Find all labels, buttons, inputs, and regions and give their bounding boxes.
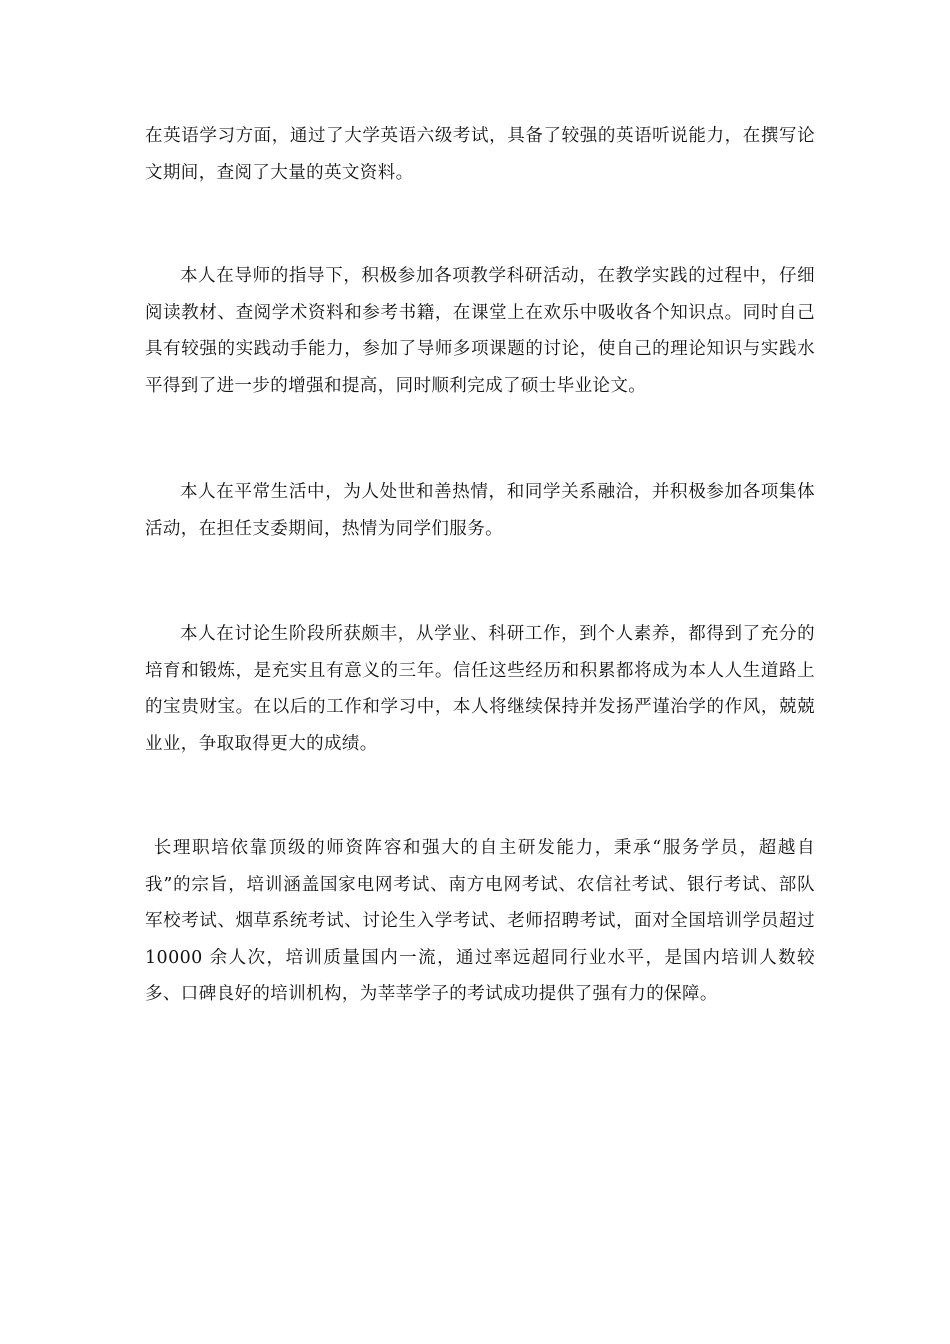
paragraph-daily-life: 本人在平常生活中，为人处世和善热情，和同学关系融洽，并积极参加各项集体活动，在担任支委期间，热情为同学们服务。	[145, 482, 815, 539]
paragraph-training-ad: 长理职培依靠顶级的师资阵容和强大的自主研发能力，秉承“服务学员，超越自我”的宗旨，培训涵盖国家电网考试、南方电网考试、农信社考试、银行考试、部队军校考试、烟草系统考试、讨论生入学考试、老师招聘考试，面对全国培训学员超过 10000 余人次，培训质量国内一流，通过率远超同行业水平，是国内培训人数较多、口碑良好的培训机构，为莘莘学子的考试成功提供了强有力的保障。	[145, 838, 815, 1004]
paragraph-summary: 本人在讨论生阶段所获颇丰，从学业、科研工作，到个人素养，都得到了充分的培育和锻炼，是充实且有意义的三年。信任这些经历和积累都将成为本人人生道路上的宝贵财宝。在以后的工作和学习中，本人将继续保持并发扬严谨治学的作风，兢兢业业，争取取得更大的成绩。	[145, 624, 815, 754]
paragraph-english-study: 在英语学习方面，通过了大学英语六级考试，具备了较强的英语听说能力，在撰写论文期间，查阅了大量的英文资料。	[145, 126, 815, 183]
paragraph-research-activities: 本人在导师的指导下，积极参加各项教学科研活动，在教学实践的过程中，仔细阅读教材、查阅学术资料和参考书籍，在课堂上在欢乐中吸收各个知识点。同时自己具有较强的实践动手能力，参加了导师多项课题的讨论，使自己的理论知识与实践水平得到了进一步的增强和提高，同时顺利完成了硕士毕业论文。	[145, 266, 815, 396]
